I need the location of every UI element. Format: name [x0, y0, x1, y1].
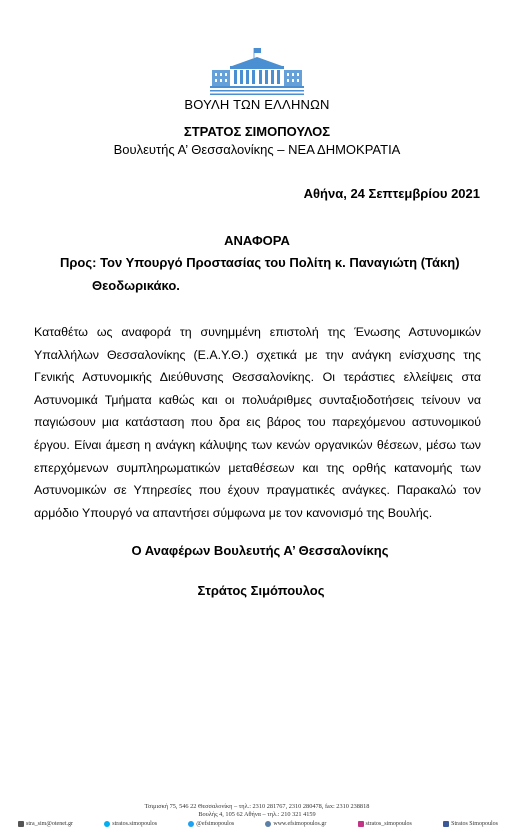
recipient-line-1: Προς: Τον Υπουργό Προστασίας του Πολίτη κ. Παναγιώτη (Τάκη)	[60, 255, 460, 270]
footer-address-thessaloniki: Τσιμισκή 75, 546 22 Θεσσαλονίκη – τηλ.: 2310 281767, 2310 280478, fax: 2310 238818	[144, 803, 370, 810]
social-skype[interactable]	[104, 821, 157, 827]
social-web-text: www.efsimopoulos.gr	[273, 821, 327, 827]
twitter-icon	[188, 821, 194, 827]
social-email[interactable]	[18, 821, 73, 827]
instagram-icon	[358, 821, 364, 827]
footer-address-athens: Βουλής 4, 105 62 Αθήνα – τηλ.: 210 321 4159	[198, 811, 316, 818]
signature-title: Ο Αναφέρων Βουλευτής Α’ Θεσσαλονίκης	[131, 543, 389, 558]
social-twitter[interactable]	[188, 821, 234, 827]
facebook-icon	[443, 821, 449, 827]
skype-icon	[104, 821, 110, 827]
social-email-text: stra_sim@otenet.gr	[26, 821, 74, 827]
body-paragraph: Καταθέτω ως αναφορά τη συνημμένη επιστολή της Ένωσης Αστυνομικών Υπαλλήλων Θεσσαλονίκης (Ε.Α.Υ.Θ.) σχετικά με την ανάγκη ενίσχυσης της Γενικής Αστυνομικής Διεύθυνσης Θεσσαλονίκης. Οι τεράστιες ελλείψεις στα Αστυνομικά Τμήματα καθώς και οι πολυάριθμες συνταξιοδοτήσεις τείνουν να παγιώσουν μια κατάσταση που δρα εις βάρος του παρεχόμενου αστυνομικού έργου. Είναι άμεση η ανάγκη κάλυψης των κενών οργανικών θέσεων, μέσω των επερχόμενων συμπληρωματικών μεταθέσεων και της ορθής κατανομής των Αστυνομικών σε Υπηρεσίες που έχουν πραγματικές ανάγκες. Παρακαλώ τον αρμόδιο Υπουργό να απαντήσει σύμφωνα με τον κανονισμό της Βουλής.	[34, 325, 481, 520]
social-twitter-text: @efsimopoulos	[196, 821, 235, 827]
social-facebook[interactable]	[443, 821, 498, 827]
mp-name: ΣΤΡΑΤΟΣ ΣΙΜΟΠΟΥΛΟΣ	[183, 124, 331, 139]
parliament-building-icon	[210, 48, 304, 98]
social-facebook-text: Stratos Simopoulos	[451, 821, 498, 827]
footer-social-links	[18, 821, 498, 827]
social-instagram-text: stratos_simopoulos	[365, 821, 412, 827]
social-skype-text: stratos.simopoulos	[112, 821, 158, 827]
email-icon	[18, 821, 24, 827]
signature-name: Στράτος Σιμόπουλος	[197, 583, 325, 598]
document-date: Αθήνα, 24 Σεπτεμβρίου 2021	[303, 186, 480, 201]
web-icon	[265, 821, 271, 827]
social-instagram[interactable]	[358, 821, 412, 827]
recipient-line-2: Θεοδωρικάκο.	[92, 278, 180, 293]
parliament-name: ΒΟΥΛΗ ΤΩΝ ΕΛΛΗΝΩΝ	[184, 97, 330, 112]
document-type: ΑΝΑΦΟΡΑ	[224, 233, 290, 248]
mp-title: Βουλευτής Α’ Θεσσαλονίκης – ΝΕΑ ΔΗΜΟΚΡΑΤΙΑ	[113, 142, 401, 157]
social-web[interactable]	[265, 821, 326, 827]
